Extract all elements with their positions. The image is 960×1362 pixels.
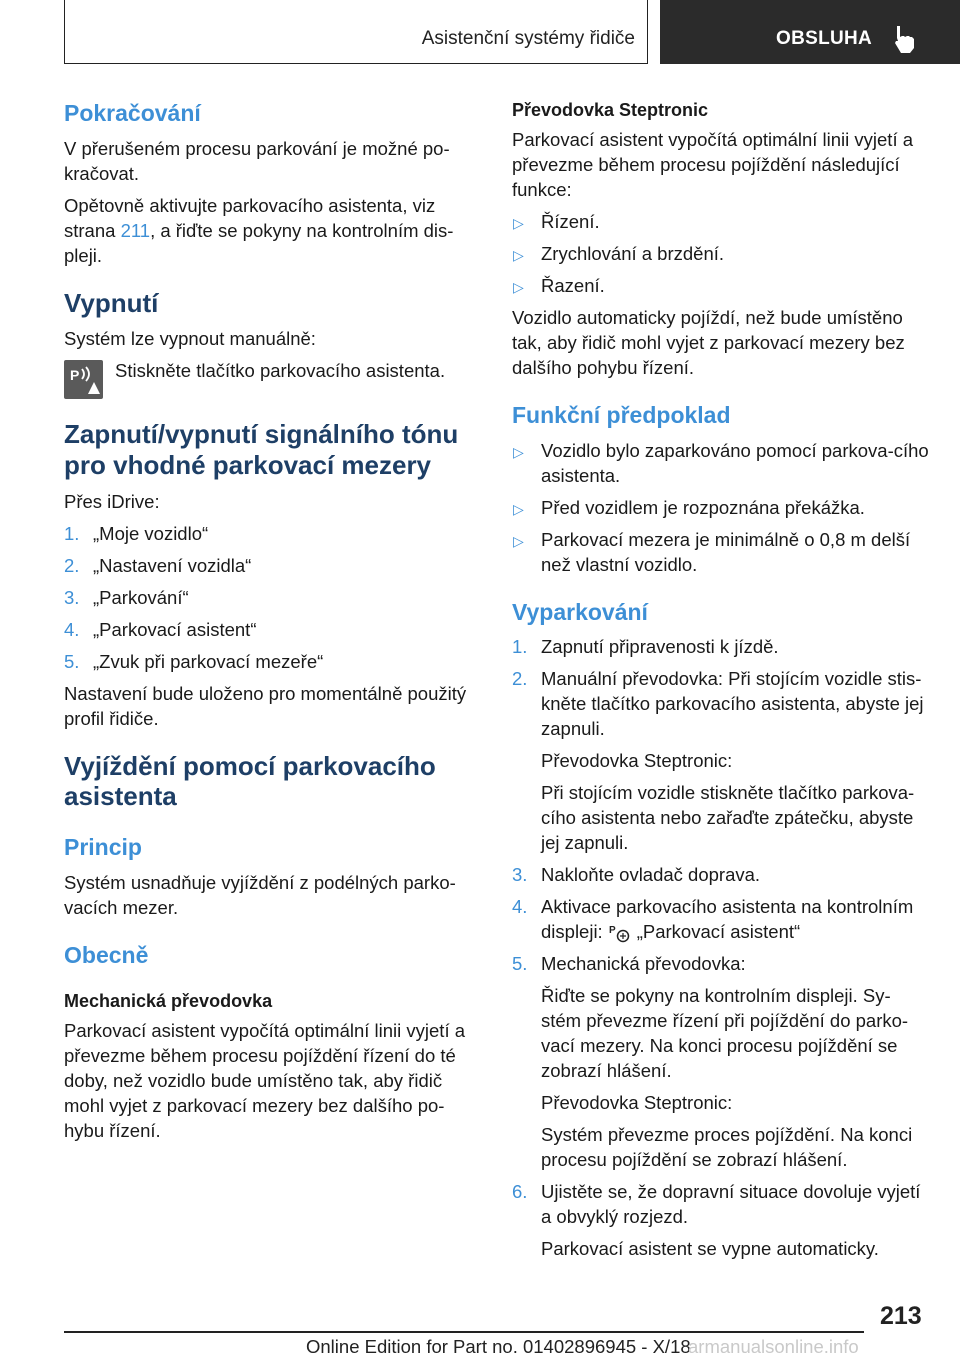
pokracovani-paragraph-1: V přerušeném procesu parkování je možné po-kračovat.: [64, 137, 450, 184]
pokracovani-paragraph-2: [64, 193, 482, 268]
triangle-bullet-icon: ▷: [513, 279, 524, 295]
zvuk-heading: Zapnutí/vypnutí signálního tónu pro vhodné parkovací mezery: [64, 419, 459, 480]
vyparkovani-steps: [512, 634, 930, 1261]
list-item: [64, 649, 482, 674]
step-subtext: Převodovka Steptronic:: [541, 1092, 733, 1114]
bullet-text: Řízení.: [541, 211, 600, 232]
list-item: [512, 438, 930, 488]
bullet-text: Zrychlování a brzdění.: [541, 243, 725, 264]
vypnuti-icon-row: [64, 358, 482, 399]
step-text: „Zvuk při parkovací mezeře“: [93, 650, 324, 672]
triangle-bullet-icon: ▷: [513, 443, 524, 460]
vypnuti-icon-text: Stiskněte tlačítko parkovacího asistenta.: [115, 360, 446, 382]
pokracovani-p2-end: , a řiďte se pokyny na kontrolním dis-pleji.: [64, 219, 454, 266]
list-item: [512, 495, 930, 520]
page-link-211[interactable]: 211: [120, 219, 151, 241]
pokracovani-heading: Pokračování: [64, 100, 201, 126]
step-number: 3.: [64, 586, 80, 608]
footer-divider: [64, 1331, 864, 1333]
steptronic-bullets: [512, 209, 930, 298]
step-number: 3.: [512, 864, 528, 886]
svg-text:P: P: [608, 925, 616, 937]
step-text: Aktivace parkovacího asistenta na kontrolním displeji:: [541, 896, 914, 943]
zvuk-outro: Nastavení bude uloženo pro momentálně použitý profil řidiče.: [64, 682, 467, 729]
parking-assistant-inline-icon: [609, 922, 631, 944]
step-tail: „Parkovací asistent“: [636, 921, 801, 943]
steptronic-outro: Vozidlo automaticky pojíždí, než bude umístěno tak, aby řidič mohl vyjet z parkovací mezery bez dalšího pohybu řízení.: [512, 307, 905, 378]
list-item: [512, 894, 930, 944]
step-text: „Parkování“: [93, 586, 189, 608]
step-text: Nakloňte ovladač doprava.: [541, 864, 761, 886]
bullet-text: Vozidlo bylo zaparkováno pomocí parkova-cího asistenta.: [541, 439, 929, 486]
step-subtext: Převodovka Steptronic:: [541, 750, 733, 772]
zvuk-intro: Přes iDrive:: [64, 490, 160, 512]
step-text: Mechanická převodovka:: [541, 953, 746, 975]
predpoklad-bullets: [512, 438, 930, 577]
step-number: 2.: [512, 668, 528, 690]
list-item: [64, 585, 482, 610]
step-number: 4.: [512, 896, 528, 918]
step-subtext: Řiďte se pokyny na kontrolním displeji. Sy-stém převezme řízení při pojíždění do parko-vací mezery. Na konci procesu pojíždění se zobrazí hlášení.: [541, 985, 909, 1082]
pointing-hand-icon: [892, 24, 918, 54]
bullet-text: Řazení.: [541, 275, 605, 296]
triangle-bullet-icon: ▷: [513, 532, 524, 549]
triangle-bullet-icon: ▷: [513, 215, 524, 231]
mech-heading: Mechanická převodovka: [64, 991, 273, 1012]
bullet-text: Parkovací mezera je minimálně o 0,8 m delší než vlastní vozidlo.: [541, 528, 911, 575]
list-item: [64, 521, 482, 546]
step-subtext: Systém převezme proces pojíždění. Na konci procesu pojíždění se zobrazí hlášení.: [541, 1124, 913, 1171]
step-text: Manuální převodovka: Při stojícím vozidle stis-kněte tlačítko parkovacího asistenta, abyste jej zapnuli.: [541, 668, 924, 740]
step-subtext: Při stojícím vozidle stiskněte tlačítko parkova-cího asistenta nebo zařaďte zpátečku, abyste jej zapnuli.: [541, 782, 915, 854]
step-number: 5.: [64, 650, 80, 672]
step-number: 2.: [64, 554, 80, 576]
page-number: 213: [880, 1302, 922, 1330]
footer-edition-text: Online Edition for Part no. 01402896945 - X/18: [306, 1336, 691, 1357]
left-column: [64, 100, 482, 1150]
list-item: [512, 1179, 930, 1261]
princip-heading: Princip: [64, 833, 142, 860]
step-number: 1.: [512, 636, 528, 658]
obecne-heading: Obecně: [64, 941, 149, 968]
step-text: Ujistěte se, že dopravní situace dovoluje vyjetí a obvyklý rozjezd.: [541, 1181, 921, 1228]
header-tab: [660, 0, 960, 64]
vypnuti-heading: Vypnutí: [64, 287, 159, 318]
step-text: Zapnutí připravenosti k jízdě.: [541, 636, 779, 658]
list-item: [512, 527, 930, 577]
step-number: 4.: [64, 618, 80, 640]
step-number: 5.: [512, 953, 528, 975]
step-text: „Moje vozidlo“: [93, 522, 209, 544]
header-tab-label: OBSLUHA: [776, 28, 873, 49]
pokracovani-p2-start: Opětovně aktivujte parkovacího asistenta, viz strana: [64, 194, 436, 241]
steptronic-heading: Převodovka Steptronic: [512, 100, 709, 120]
vyparkovani-heading: Vyparkování: [512, 598, 648, 625]
list-item: [512, 666, 930, 855]
step-text: „Nastavení vozidla“: [93, 554, 252, 576]
footer-watermark: armanualsonline.info: [688, 1336, 859, 1357]
header-section-title: Asistenční systémy řidiče: [421, 28, 635, 49]
list-item: [64, 553, 482, 578]
step-text: „Parkovací asistent“: [93, 618, 257, 640]
svg-text:P: P: [70, 367, 80, 384]
princip-paragraph: Systém usnadňuje vyjíždění z podélných parko-vacích mezer.: [64, 871, 456, 918]
step-subtext: Parkovací asistent se vypne automaticky.: [541, 1238, 879, 1260]
mech-paragraph: Parkovací asistent vypočítá optimální linii vyjetí a převezme během procesu pojíždění řízení do té doby, než vozidlo bude umístěno tak, aby řidič mohl vyjet z parkovací mezery bez dalšího po-hybu řízení.: [64, 1020, 466, 1142]
vypnuti-paragraph: Systém lze vypnout manuálně:: [64, 328, 316, 350]
triangle-bullet-icon: ▷: [513, 247, 524, 263]
step-number: 1.: [64, 522, 80, 544]
list-item: [512, 862, 930, 887]
list-item: [512, 241, 930, 266]
list-item: [512, 951, 930, 1172]
right-column: [512, 100, 930, 1268]
step-number: 6.: [512, 1181, 528, 1203]
header-frame: [64, 0, 648, 64]
triangle-bullet-icon: ▷: [513, 500, 524, 517]
list-item: [512, 273, 930, 298]
parking-assistant-button-icon: [64, 360, 103, 399]
list-item: [64, 617, 482, 642]
predpoklad-heading: Funkční předpoklad: [512, 402, 731, 428]
zvuk-steps-list: [64, 521, 482, 674]
vyjizdeni-heading: Vyjíždění pomocí parkovacího asistenta: [64, 750, 436, 812]
list-item: [512, 209, 930, 234]
list-item: [512, 634, 930, 659]
bullet-text: Před vozidlem je rozpoznána překážka.: [541, 496, 865, 518]
steptronic-paragraph: Parkovací asistent vypočítá optimální linii vyjetí a převezme během procesu pojíždění následující funkce:: [512, 129, 914, 200]
